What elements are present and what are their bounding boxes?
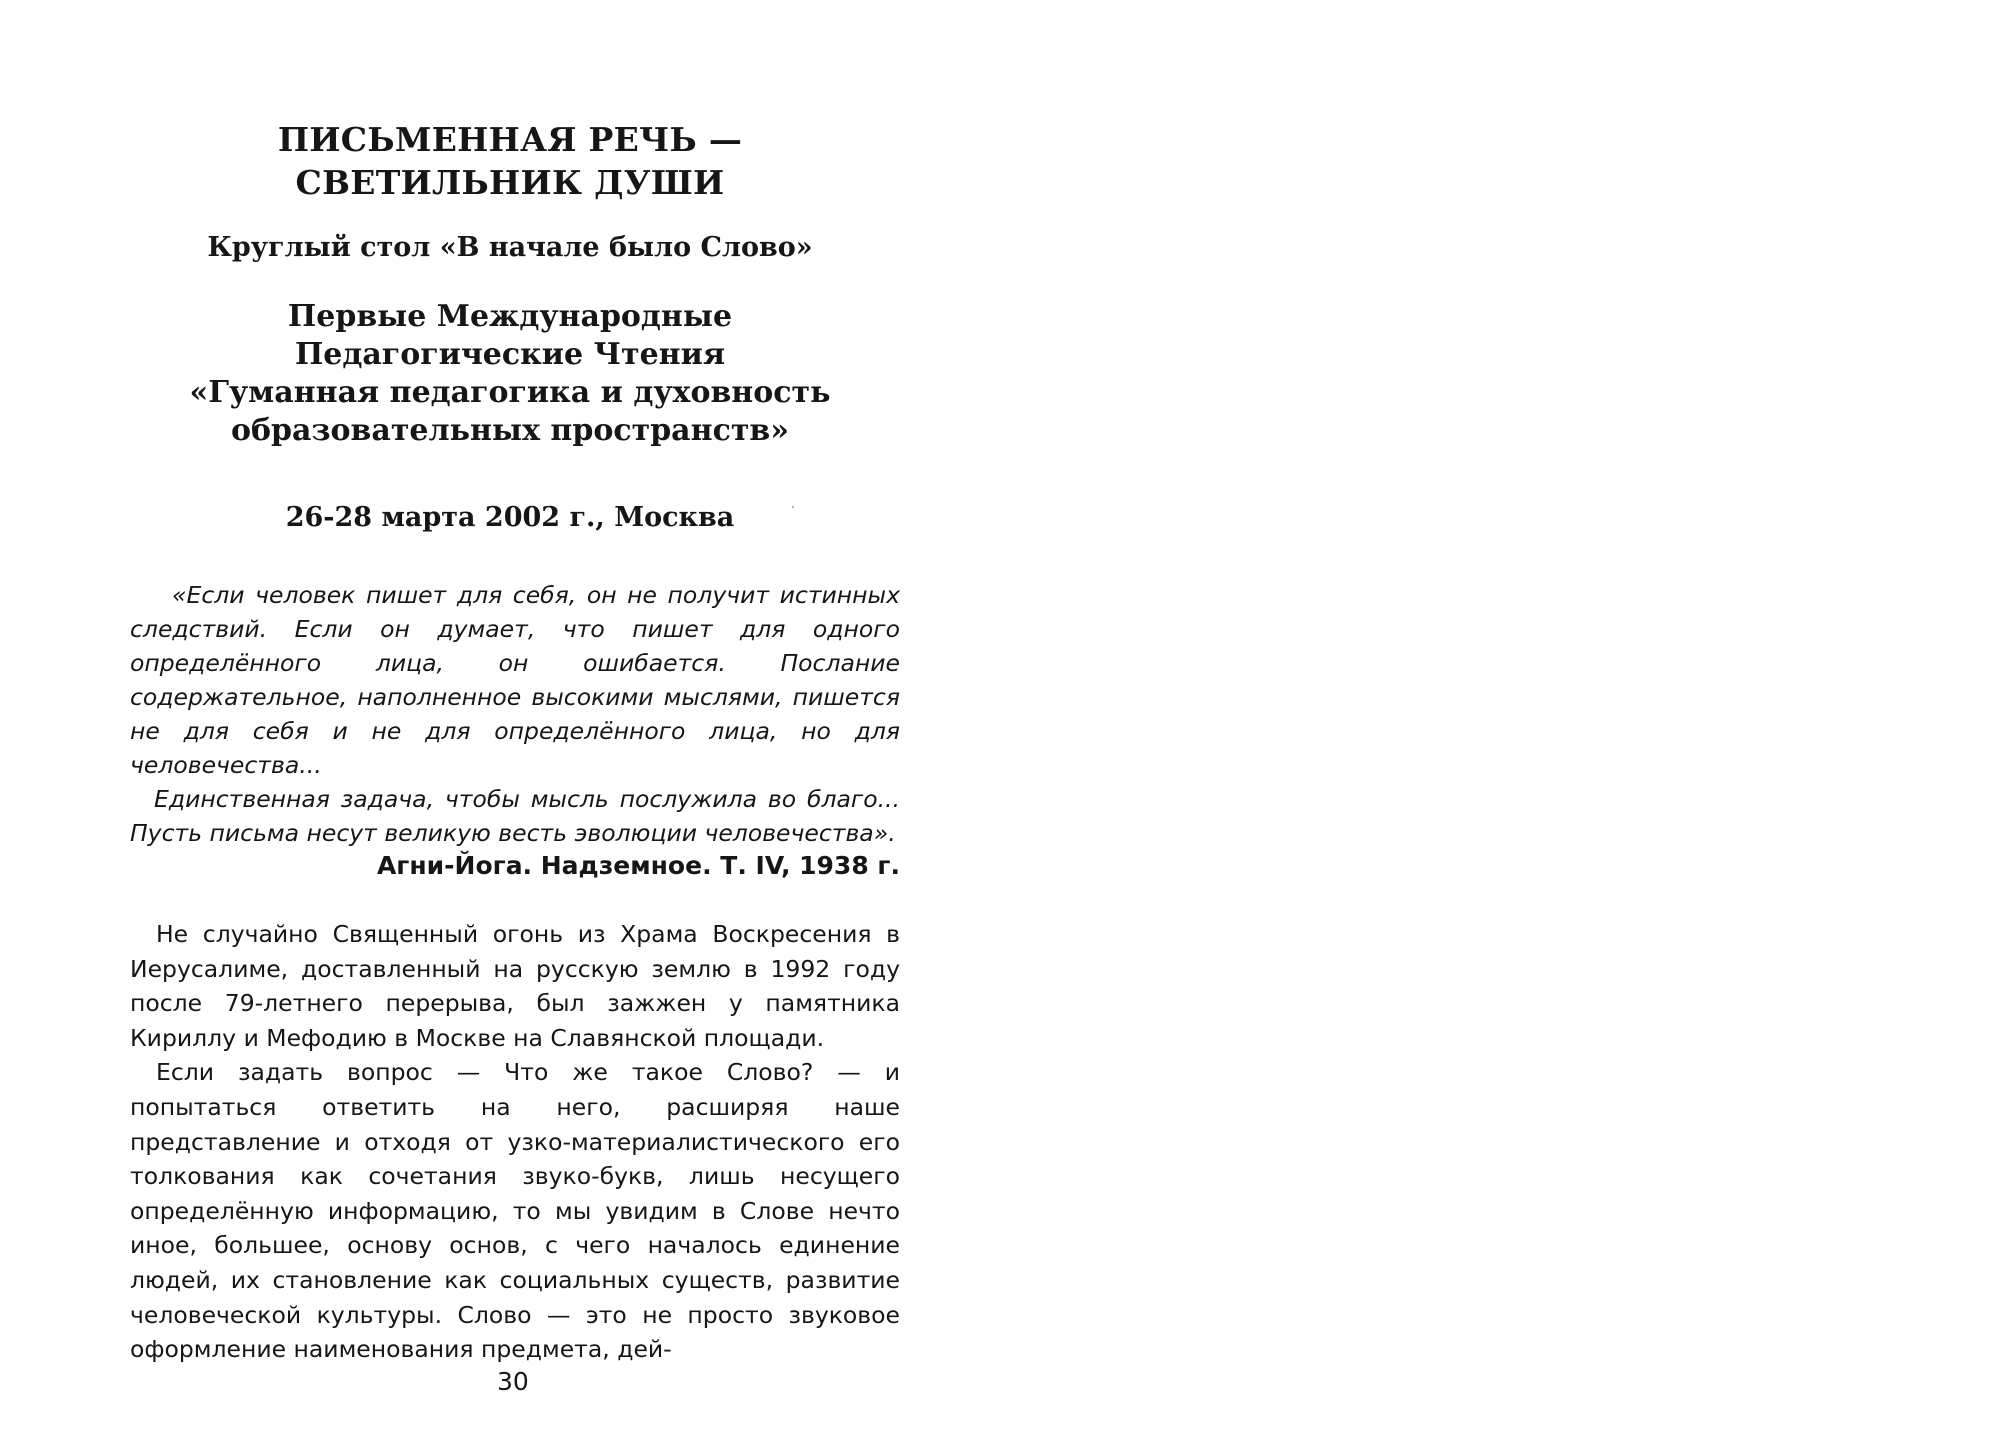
title-line: ПИСЬМЕННАЯ РЕЧЬ — <box>277 120 743 159</box>
epigraph-attribution: Агни-Йога. Надземное. Т. IV, 1938 г. <box>376 851 900 880</box>
readings-line: образовательных пространств» <box>230 413 790 448</box>
readings-line: Первые Международные <box>287 299 733 334</box>
paragraph: Если задать вопрос — Что же такое Слово? — и попытаться ответить на него, расширяя наше представление и отходя от узко-материалистического его толкования как сочетания звуко-букв, лишь несущего определённую информацию, то мы увидим в Слове нечто иное, большее, основу основ, с чего началось единение людей, их становление как социальных существ, развитие человеческой культуры. Слово — это не просто звуковое оформление наименования предмета, дей- <box>130 1058 900 1364</box>
readings-line: Педагогические Чтения <box>294 337 726 372</box>
right-page <box>1000 0 2000 1431</box>
left-body-text <box>130 917 900 1367</box>
roundtable-subtitle: Круглый стол «В начале было Слово» <box>207 232 813 263</box>
print-speck <box>792 506 794 508</box>
epigraph-paragraph: «Если человек пишет для себя, он не получит истинных следствий. Если он думает, что пишет для одного определённого лица, он ошибается. Послание содержательное, наполненное высокими мыслями, пишется не для себя и не для определённого лица, но для человечества... <box>130 581 900 779</box>
readings-subtitle <box>130 298 890 450</box>
epigraph <box>130 578 900 850</box>
left-page <box>0 0 1000 1431</box>
paragraph: Не случайно Священный огонь из Храма Воскресения в Иерусалиме, доставленный на русскую землю в 1992 году после 79-летнего перерыва, был зажжен у памятника Кириллу и Мефодию в Москве на Славянской площади. <box>130 920 900 1052</box>
title-line: СВЕТИЛЬНИК ДУШИ <box>295 163 725 202</box>
readings-line: «Гуманная педагогика и духовность <box>189 375 831 410</box>
article-title <box>130 118 890 204</box>
date-place: 26-28 марта 2002 г., Москва <box>285 502 735 533</box>
page-number: 30 <box>497 1367 529 1396</box>
epigraph-paragraph: Единственная задача, чтобы мысль послужила во благо... Пусть письма несут великую весть эволюции человечества». <box>130 785 900 847</box>
